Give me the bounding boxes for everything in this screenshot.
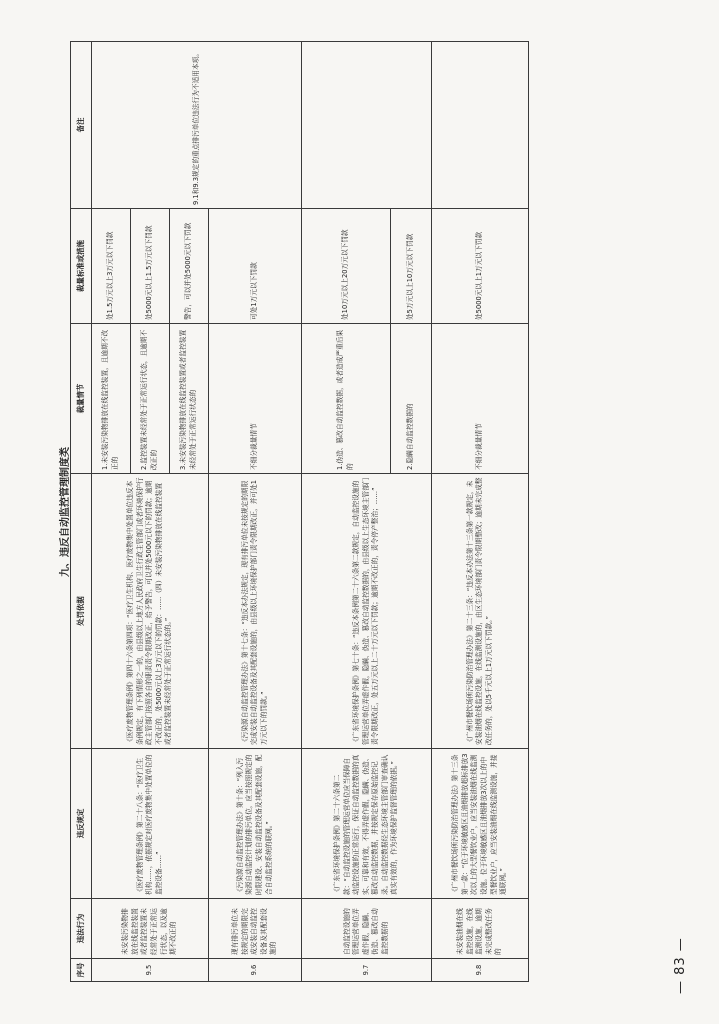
plot-item: 1.伪造、篡改自动监控数据，或者造成严重后果的 bbox=[302, 324, 391, 474]
table-row bbox=[432, 42, 529, 982]
penalty-basis: 《广州市餐饮场所污染防治管理办法》第二十三条：“违反本办法第十三条第一款规定，未安装油烟在线监控设施，在线监测设施的，由区生态环境部门责令限期整改；逾期未完成整改任务的，处以5千元以上1万元以下罚款。” bbox=[432, 474, 529, 749]
standard-item: 警告，可以并处5000元以下罚款 bbox=[170, 209, 209, 324]
penalty-table bbox=[70, 41, 529, 982]
row-number: 9.8 bbox=[432, 959, 529, 982]
penalty-basis: 《污染源自动监控管理办法》第十七条：“违反本办法规定，现有排污单位未按规定的期限完成安装自动监控设备及其配套设施的，由县级以上环境保护部门责令限期改正，并可处1万元以下的罚款。” bbox=[209, 474, 302, 749]
standard-item: 处10万元以上20万元以下罚款 bbox=[302, 209, 391, 324]
violation-act: 现有排污单位未按规定的期限完成安装自动监控设备及其配套设施的 bbox=[209, 899, 302, 959]
standard-item: 处5000元以上1万元以下罚款 bbox=[432, 209, 529, 324]
table-row bbox=[92, 42, 131, 982]
plot-item: 2.隐瞒自动监控数据的 bbox=[391, 324, 432, 474]
plot-item: 不细分裁量情节 bbox=[432, 324, 529, 474]
plot-item: 不细分裁量情节 bbox=[209, 324, 302, 474]
section-title: 九、违反自动监控管理制度类 bbox=[60, 447, 71, 577]
remark bbox=[432, 42, 529, 209]
remark: 9.1和9.3规定的重点排污单位违法行为不适用本项。 bbox=[92, 42, 302, 209]
row-number: 9.7 bbox=[302, 959, 432, 982]
plot-item: 3.未安装污染物排放在线监控装置或者监控装置未经常处于正常运行状态的 bbox=[170, 324, 209, 474]
penalty-basis: 《医疗废物管理条例》第四十六条第四项：“医疗卫生机构、医疗废物集中处置单位违反本条例规定，有下列情形之一的，由县级以上地方人民政府卫生行政主管部门或者环境保护行政主管部门按照各自的职责责令限期改正，给予警告，可以并处5000元以下的罚款；逾期不改正的，处5000元以上3万元以下的罚款：……（四）未安装污染物排放在线监控装置或者监控装置未经常处于正常运行状态的。” bbox=[92, 474, 209, 749]
table-header-row bbox=[71, 42, 92, 982]
header-basis: 处罚依据 bbox=[71, 474, 92, 749]
standard-item: 处5万元以上10万元以下罚款 bbox=[391, 209, 432, 324]
row-number: 9.5 bbox=[92, 959, 209, 982]
remark bbox=[302, 42, 432, 209]
page-number: — 83 — bbox=[673, 937, 688, 994]
standard-item: 可处1万元以下罚款 bbox=[209, 209, 302, 324]
header-plot: 裁量情节 bbox=[71, 324, 92, 474]
header-rule: 违反规定 bbox=[71, 749, 92, 899]
table-row bbox=[302, 42, 391, 982]
penalty-basis: 《广东省环境保护条例》第七十条：“违反本条例第二十六条第二款规定，自动监控设施的管理运营单位弄虚作假，隐瞒、伪造、篡改自动监控数据的，由县级以上生态环境主管部门责令限期改正，处五万元以上二十万元以下罚款；逾期不改正的，责令停产整治；……” bbox=[302, 474, 432, 749]
violation-act: 自动监控设施的管理运营单位弄虚作假，隐瞒、伪造、篡改自动监控数据的 bbox=[302, 899, 432, 959]
violation-act: 未安装污染物排放在线监控装置或者监控装置未经常处于正常运行状态，以及逾期不改正的 bbox=[92, 899, 209, 959]
row-number: 9.6 bbox=[209, 959, 302, 982]
header-no: 序号 bbox=[71, 959, 92, 982]
violated-rule: 《广东省环境保护条例》第二十六条第二款：“自动监控设施的管理运营单位应当保障自动监控设施的正常运行，保证自动监控数据的真实、可靠和有效，不得弄虚作假，隐瞒、伪造、篡改自动监控数据，并按规定保存原始监控记录。自动监控数据经生态环境主管部门审查确认真实有效的，作为环境保护监督管理的依据。” bbox=[302, 749, 432, 899]
violated-rule: 《广州市餐饮场所污染防治管理办法》第十三条第一款：“位于环境敏感区且油烟排放超标排放3次以上的大型餐饮业户，应当安装油烟在线监测设施。位于环境敏感区且油烟排放3次以上的中型餐饮业户，应当安装油烟在线监测设施，并接通联网。” bbox=[432, 749, 529, 899]
violated-rule: 《医疗废物管理条例》第二十八条：“医疗卫生机构……，依据规定对医疗废物集中处置单位的监控设备……” bbox=[92, 749, 209, 899]
plot-item: 2.监控装置未经常处于正常运行状态，且逾期不改正的 bbox=[131, 324, 170, 474]
violated-rule: 《污染源自动监控管理办法》第十条：“列入污染源自动监控计划的排污单位，应当按照规定的时限建设、安装自动监控设备及其配套设施，配合自动监控系统的联网。” bbox=[209, 749, 302, 899]
header-standard: 裁量标准或措施 bbox=[71, 209, 92, 324]
header-remark: 备注 bbox=[71, 42, 92, 209]
violation-act: 未安装油烟在线监控设施，在线监测设施，逾期未完成整改任务的 bbox=[432, 899, 529, 959]
plot-item: 1.未安装污染物排放在线监控装置，且逾期不改正的 bbox=[92, 324, 131, 474]
standard-item: 处1.5万元以上3万元以下罚款 bbox=[92, 209, 131, 324]
standard-item: 处5000元以上1.5万元以下罚款 bbox=[131, 209, 170, 324]
header-act: 违法行为 bbox=[71, 899, 92, 959]
